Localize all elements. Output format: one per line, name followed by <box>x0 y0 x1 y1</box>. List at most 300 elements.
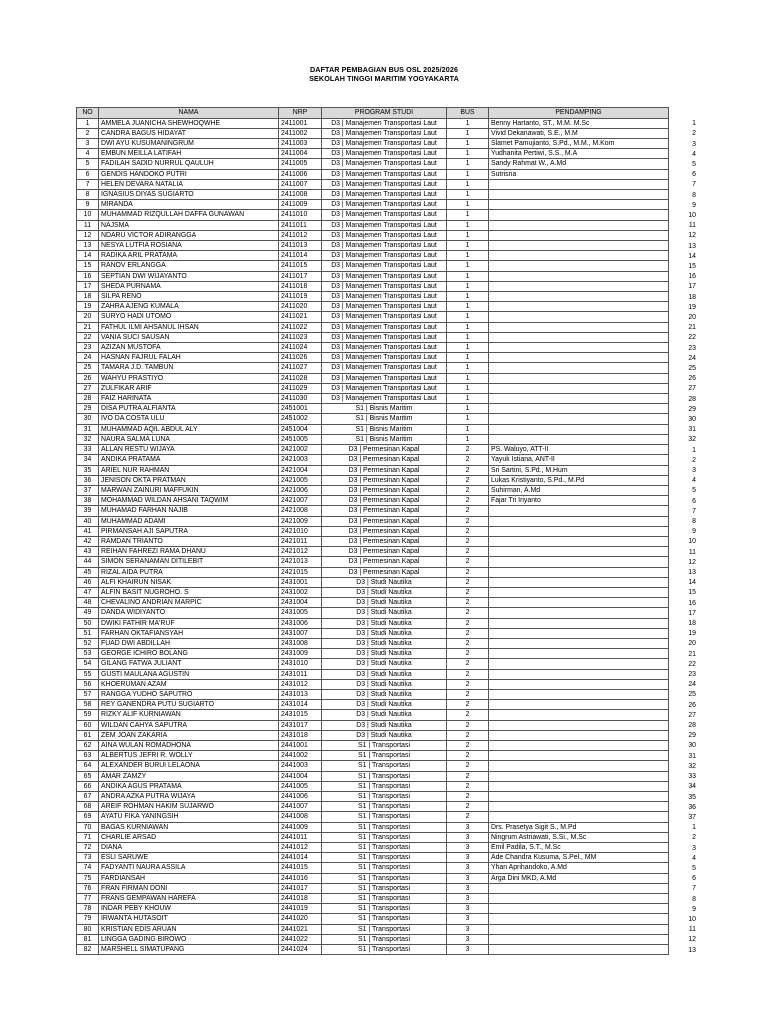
cell-no: 29 <box>77 404 99 414</box>
cell-pendamping: Yhan Aprihandoko, A.Md <box>489 863 669 873</box>
cell-nrp: 2411017 <box>279 271 322 281</box>
cell-nrp: 2411022 <box>279 322 322 332</box>
cell-bus: 1 <box>447 149 489 159</box>
cell-pendamping: Benny Hartanto, ST., M.M. M.Sc <box>489 118 669 128</box>
table-row <box>77 465 669 475</box>
side-sequence-number: 6 <box>692 171 696 179</box>
side-sequence-number: 31 <box>688 426 696 434</box>
table-row <box>77 445 669 455</box>
table-row <box>77 281 669 291</box>
cell-nrp: 2411010 <box>279 210 322 220</box>
cell-pendamping: PS. Waluyo, ATT-II <box>489 445 669 455</box>
cell-pendamping <box>489 628 669 638</box>
cell-no: 19 <box>77 302 99 312</box>
cell-nrp: 2411004 <box>279 149 322 159</box>
cell-program-studi: D3 | Manajemen Transportasi Laut <box>322 312 447 322</box>
cell-no: 7 <box>77 179 99 189</box>
cell-program-studi: S1 | Transportasi <box>322 863 447 873</box>
cell-no: 69 <box>77 812 99 822</box>
table-row <box>77 894 669 904</box>
cell-bus: 2 <box>447 649 489 659</box>
side-sequence-number: 18 <box>688 293 696 301</box>
cell-pendamping <box>489 557 669 567</box>
cell-bus: 1 <box>447 139 489 149</box>
cell-program-studi: S1 | Transportasi <box>322 924 447 934</box>
cell-nrp: 2411021 <box>279 312 322 322</box>
cell-program-studi: D3 | Studi Nautika <box>322 638 447 648</box>
cell-bus: 1 <box>447 394 489 404</box>
cell-nama: ZAHRA AJENG KUMALA <box>99 302 279 312</box>
cell-no: 1 <box>77 118 99 128</box>
cell-nrp: 2421011 <box>279 536 322 546</box>
cell-no: 64 <box>77 761 99 771</box>
cell-pendamping <box>489 241 669 251</box>
table-row <box>77 587 669 597</box>
cell-nama: MUHAMMAD ADAMI <box>99 516 279 526</box>
cell-nrp: 2431004 <box>279 598 322 608</box>
cell-pendamping <box>489 353 669 363</box>
side-sequence-number: 32 <box>688 436 696 444</box>
cell-no: 28 <box>77 394 99 404</box>
cell-bus: 2 <box>447 516 489 526</box>
side-sequence-number: 18 <box>688 620 696 628</box>
cell-no: 70 <box>77 822 99 832</box>
cell-pendamping <box>489 547 669 557</box>
cell-nrp: 2441014 <box>279 853 322 863</box>
cell-no: 49 <box>77 608 99 618</box>
cell-nrp: 2411003 <box>279 139 322 149</box>
cell-no: 23 <box>77 343 99 353</box>
side-sequence-number: 8 <box>692 191 696 199</box>
cell-nama: MUHAMMAD AQIL ABDUL ALY <box>99 424 279 434</box>
cell-program-studi: S1 | Transportasi <box>322 740 447 750</box>
side-sequence-number: 3 <box>692 140 696 148</box>
table-row <box>77 322 669 332</box>
side-sequence-number: 25 <box>688 364 696 372</box>
side-sequence-number: 9 <box>692 201 696 209</box>
cell-no: 9 <box>77 200 99 210</box>
cell-program-studi: S1 | Transportasi <box>322 883 447 893</box>
side-sequence-number: 8 <box>692 518 696 526</box>
cell-bus: 2 <box>447 618 489 628</box>
cell-pendamping <box>489 669 669 679</box>
cell-bus: 2 <box>447 526 489 536</box>
cell-bus: 2 <box>447 700 489 710</box>
cell-pendamping <box>489 434 669 444</box>
table-row <box>77 149 669 159</box>
cell-no: 72 <box>77 843 99 853</box>
cell-nama: NESYA LUTFIA ROSIANA <box>99 241 279 251</box>
cell-nrp: 2421002 <box>279 445 322 455</box>
table-row <box>77 740 669 750</box>
cell-pendamping <box>489 883 669 893</box>
cell-program-studi: S1 | Transportasi <box>322 934 447 944</box>
cell-nama: ANDIKA PRATAMA <box>99 455 279 465</box>
cell-no: 57 <box>77 689 99 699</box>
cell-nama: GILANG FATWA JULIANT <box>99 659 279 669</box>
cell-no: 4 <box>77 149 99 159</box>
cell-nrp: 2441004 <box>279 771 322 781</box>
table-row <box>77 812 669 822</box>
side-sequence-number: 29 <box>688 405 696 413</box>
cell-nrp: 2431002 <box>279 587 322 597</box>
cell-nrp: 2411020 <box>279 302 322 312</box>
table-row <box>77 832 669 842</box>
cell-nama: AREIF ROHMAN HAKIM SUJARWO <box>99 802 279 812</box>
side-sequence-number: 12 <box>688 558 696 566</box>
side-sequence-number: 24 <box>688 681 696 689</box>
side-sequence-number: 32 <box>688 762 696 770</box>
cell-nama: TAMARA J.D. TAMBUN <box>99 363 279 373</box>
cell-program-studi: D3 | Studi Nautika <box>322 669 447 679</box>
cell-program-studi: D3 | Manajemen Transportasi Laut <box>322 302 447 312</box>
cell-pendamping: Sri Sartini, S.Pd., M.Hum <box>489 465 669 475</box>
cell-nrp: 2421003 <box>279 455 322 465</box>
cell-pendamping <box>489 506 669 516</box>
cell-bus: 2 <box>447 445 489 455</box>
cell-nama: ALLAN RESTU WIJAYA <box>99 445 279 455</box>
cell-nama: ANDIKA AGUS PRATAMA <box>99 781 279 791</box>
cell-program-studi: D3 | Studi Nautika <box>322 700 447 710</box>
side-sequence-number: 23 <box>688 671 696 679</box>
cell-pendamping <box>489 934 669 944</box>
cell-pendamping <box>489 689 669 699</box>
cell-nama: REY GANENDRA PUTU SUGIARTO <box>99 700 279 710</box>
cell-program-studi: S1 | Transportasi <box>322 761 447 771</box>
cell-nama: RAMDAN TRIANTO <box>99 536 279 546</box>
cell-pendamping <box>489 394 669 404</box>
side-sequence-number: 25 <box>688 691 696 699</box>
cell-bus: 3 <box>447 883 489 893</box>
cell-nrp: 2441018 <box>279 894 322 904</box>
cell-program-studi: D3 | Manajemen Transportasi Laut <box>322 128 447 138</box>
cell-nrp: 2411001 <box>279 118 322 128</box>
cell-nama: RIZAL AIDA PUTRA <box>99 567 279 577</box>
side-sequence-number: 10 <box>688 915 696 923</box>
cell-program-studi: D3 | Manajemen Transportasi Laut <box>322 220 447 230</box>
cell-pendamping <box>489 230 669 240</box>
table-row <box>77 618 669 628</box>
cell-nrp: 2411012 <box>279 230 322 240</box>
cell-program-studi: D3 | Manajemen Transportasi Laut <box>322 200 447 210</box>
cell-program-studi: S1 | Transportasi <box>322 792 447 802</box>
cell-no: 48 <box>77 598 99 608</box>
cell-no: 3 <box>77 139 99 149</box>
side-sequence-number: 21 <box>688 650 696 658</box>
cell-nama: NAJSMA <box>99 220 279 230</box>
table-row <box>77 638 669 648</box>
cell-pendamping <box>489 924 669 934</box>
table-row <box>77 526 669 536</box>
side-sequence-number: 10 <box>688 211 696 219</box>
cell-nrp: 2411018 <box>279 281 322 291</box>
cell-pendamping <box>489 343 669 353</box>
cell-nrp: 2431017 <box>279 720 322 730</box>
cell-pendamping <box>489 751 669 761</box>
table-row <box>77 945 669 955</box>
cell-no: 16 <box>77 271 99 281</box>
cell-nrp: 2411023 <box>279 332 322 342</box>
table-row <box>77 567 669 577</box>
cell-nrp: 2411009 <box>279 200 322 210</box>
cell-nrp: 2431009 <box>279 649 322 659</box>
cell-pendamping <box>489 567 669 577</box>
cell-bus: 1 <box>447 312 489 322</box>
cell-program-studi: D3 | Permesinan Kapal <box>322 516 447 526</box>
cell-program-studi: D3 | Manajemen Transportasi Laut <box>322 271 447 281</box>
cell-bus: 3 <box>447 945 489 955</box>
cell-no: 66 <box>77 781 99 791</box>
cell-nrp: 2411013 <box>279 241 322 251</box>
cell-bus: 2 <box>447 689 489 699</box>
cell-pendamping <box>489 190 669 200</box>
side-sequence-number: 4 <box>692 477 696 485</box>
cell-pendamping <box>489 730 669 740</box>
side-sequence-number: 13 <box>688 946 696 954</box>
header-nama: NAMA <box>99 108 279 119</box>
cell-nama: MIRANDA <box>99 200 279 210</box>
bus-allocation-table <box>76 107 669 955</box>
cell-nama: JENISON OKTA PRATMAN <box>99 475 279 485</box>
cell-program-studi: D3 | Permesinan Kapal <box>322 506 447 516</box>
cell-pendamping: Emil Padila, S.T., M.Sc <box>489 843 669 853</box>
cell-nrp: 2421008 <box>279 506 322 516</box>
cell-bus: 2 <box>447 475 489 485</box>
cell-program-studi: D3 | Permesinan Kapal <box>322 526 447 536</box>
cell-bus: 2 <box>447 792 489 802</box>
cell-bus: 3 <box>447 853 489 863</box>
cell-bus: 1 <box>447 179 489 189</box>
cell-no: 71 <box>77 832 99 842</box>
cell-pendamping <box>489 761 669 771</box>
cell-bus: 1 <box>447 383 489 393</box>
header-nrp: NRP <box>279 108 322 119</box>
side-sequence-number: 31 <box>688 752 696 760</box>
cell-bus: 1 <box>447 169 489 179</box>
cell-nama: MOHAMMAD WILDAN AHSANI TAQWIM <box>99 496 279 506</box>
cell-bus: 1 <box>447 434 489 444</box>
cell-program-studi: D3 | Studi Nautika <box>322 618 447 628</box>
cell-nrp: 2411029 <box>279 383 322 393</box>
table-row <box>77 455 669 465</box>
cell-program-studi: D3 | Permesinan Kapal <box>322 455 447 465</box>
cell-no: 33 <box>77 445 99 455</box>
cell-program-studi: D3 | Manajemen Transportasi Laut <box>322 169 447 179</box>
cell-pendamping: Arga Dini MKD, A.Md <box>489 873 669 883</box>
cell-pendamping <box>489 812 669 822</box>
cell-no: 73 <box>77 853 99 863</box>
cell-nama: HASNAN FAJRUL FALAH <box>99 353 279 363</box>
side-sequence-number: 17 <box>688 283 696 291</box>
cell-nama: RANGGA YUDHO SAPUTRO <box>99 689 279 699</box>
cell-no: 6 <box>77 169 99 179</box>
cell-nrp: 2431018 <box>279 730 322 740</box>
cell-pendamping: Sandy Rahmat W., A.Md <box>489 159 669 169</box>
cell-no: 18 <box>77 292 99 302</box>
cell-no: 77 <box>77 894 99 904</box>
side-sequence-number: 1 <box>692 446 696 454</box>
cell-nama: PIRMANSAH AJI SAPUTRA <box>99 526 279 536</box>
cell-nama: SHEDA PURNAMA <box>99 281 279 291</box>
cell-no: 25 <box>77 363 99 373</box>
cell-pendamping <box>489 536 669 546</box>
cell-nama: ESLI SARUWE <box>99 853 279 863</box>
cell-nama: ZEM JOAN ZAKARIA <box>99 730 279 740</box>
cell-no: 61 <box>77 730 99 740</box>
side-sequence-number: 35 <box>688 793 696 801</box>
side-sequence-number: 6 <box>692 875 696 883</box>
side-sequence-number: 9 <box>692 905 696 913</box>
cell-nrp: 2441001 <box>279 740 322 750</box>
cell-pendamping <box>489 179 669 189</box>
document-subtitle: SEKOLAH TINGGI MARITIM YOGYAKARTA <box>309 74 459 83</box>
cell-nrp: 2431015 <box>279 710 322 720</box>
cell-nama: FAIZ HARINATA <box>99 394 279 404</box>
table-row <box>77 404 669 414</box>
side-sequence-number: 3 <box>692 844 696 852</box>
side-sequence-number: 7 <box>692 181 696 189</box>
cell-bus: 2 <box>447 485 489 495</box>
cell-no: 41 <box>77 526 99 536</box>
cell-nrp: 2441021 <box>279 924 322 934</box>
cell-no: 37 <box>77 485 99 495</box>
cell-nama: RANOV ERLANGGA <box>99 261 279 271</box>
cell-no: 34 <box>77 455 99 465</box>
table-row <box>77 914 669 924</box>
table-row <box>77 873 669 883</box>
cell-pendamping <box>489 792 669 802</box>
side-sequence-number: 13 <box>688 569 696 577</box>
cell-nrp: 2421013 <box>279 557 322 567</box>
table-row <box>77 220 669 230</box>
cell-pendamping <box>489 587 669 597</box>
cell-nrp: 2441006 <box>279 792 322 802</box>
cell-nrp: 2411008 <box>279 190 322 200</box>
cell-nama: RIZKY ALIF KURNIAWAN <box>99 710 279 720</box>
cell-nama: VANIA SUCI SAUSAN <box>99 332 279 342</box>
cell-nama: ARIEL NUR RAHMAN <box>99 465 279 475</box>
cell-bus: 1 <box>447 281 489 291</box>
cell-program-studi: D3 | Manajemen Transportasi Laut <box>322 343 447 353</box>
cell-bus: 1 <box>447 414 489 424</box>
cell-pendamping <box>489 383 669 393</box>
cell-no: 35 <box>77 465 99 475</box>
cell-program-studi: D3 | Manajemen Transportasi Laut <box>322 363 447 373</box>
cell-nama: MUHAMMAD RIZQULLAH DAFFA GUNAWAN <box>99 210 279 220</box>
cell-pendamping: Sutrisna <box>489 169 669 179</box>
side-sequence-number: 5 <box>692 864 696 872</box>
cell-no: 50 <box>77 618 99 628</box>
cell-program-studi: D3 | Permesinan Kapal <box>322 547 447 557</box>
cell-bus: 1 <box>447 241 489 251</box>
cell-program-studi: D3 | Manajemen Transportasi Laut <box>322 332 447 342</box>
cell-nama: WAHYU PRASTIYO <box>99 373 279 383</box>
cell-no: 15 <box>77 261 99 271</box>
side-sequence-number: 9 <box>692 528 696 536</box>
side-sequence-number: 12 <box>688 936 696 944</box>
table-row <box>77 332 669 342</box>
side-sequence-number: 29 <box>688 732 696 740</box>
cell-pendamping <box>489 598 669 608</box>
cell-pendamping <box>489 608 669 618</box>
cell-no: 52 <box>77 638 99 648</box>
cell-no: 14 <box>77 251 99 261</box>
cell-nama: ANDRA AZKA PUTRA WIJAYA <box>99 792 279 802</box>
cell-program-studi: D3 | Manajemen Transportasi Laut <box>322 251 447 261</box>
cell-program-studi: D3 | Permesinan Kapal <box>322 485 447 495</box>
cell-pendamping <box>489 210 669 220</box>
cell-no: 27 <box>77 383 99 393</box>
cell-no: 60 <box>77 720 99 730</box>
cell-program-studi: D3 | Manajemen Transportasi Laut <box>322 118 447 128</box>
cell-bus: 1 <box>447 404 489 414</box>
cell-nama: CHARLIE ARSAD <box>99 832 279 842</box>
side-sequence-number: 14 <box>688 252 696 260</box>
table-row <box>77 414 669 424</box>
side-sequence-number: 1 <box>692 824 696 832</box>
cell-no: 12 <box>77 230 99 240</box>
side-sequence-number: 27 <box>688 385 696 393</box>
cell-no: 74 <box>77 863 99 873</box>
cell-no: 38 <box>77 496 99 506</box>
cell-program-studi: S1 | Transportasi <box>322 914 447 924</box>
cell-bus: 1 <box>447 424 489 434</box>
cell-pendamping <box>489 659 669 669</box>
side-sequence-number: 20 <box>688 313 696 321</box>
cell-nrp: 2441016 <box>279 873 322 883</box>
cell-nrp: 2431011 <box>279 669 322 679</box>
cell-bus: 1 <box>447 200 489 210</box>
cell-no: 46 <box>77 577 99 587</box>
cell-nrp: 2441008 <box>279 812 322 822</box>
side-sequence-number: 15 <box>688 262 696 270</box>
cell-bus: 3 <box>447 863 489 873</box>
cell-pendamping <box>489 638 669 648</box>
cell-bus: 2 <box>447 771 489 781</box>
cell-bus: 2 <box>447 761 489 771</box>
table-row <box>77 190 669 200</box>
cell-pendamping <box>489 740 669 750</box>
side-sequence-number: 20 <box>688 640 696 648</box>
cell-pendamping <box>489 710 669 720</box>
side-sequence-number: 6 <box>692 497 696 505</box>
cell-pendamping <box>489 251 669 261</box>
cell-bus: 2 <box>447 628 489 638</box>
table-row <box>77 577 669 587</box>
cell-program-studi: S1 | Transportasi <box>322 894 447 904</box>
cell-nrp: 2411015 <box>279 261 322 271</box>
cell-nrp: 2411030 <box>279 394 322 404</box>
table-row <box>77 730 669 740</box>
cell-nrp: 2421009 <box>279 516 322 526</box>
cell-nama: AMAR ZAMZY <box>99 771 279 781</box>
cell-nrp: 2421004 <box>279 465 322 475</box>
cell-bus: 2 <box>447 496 489 506</box>
table-row <box>77 312 669 322</box>
cell-pendamping <box>489 414 669 424</box>
side-sequence-number: 22 <box>688 334 696 342</box>
cell-no: 24 <box>77 353 99 363</box>
cell-program-studi: D3 | Permesinan Kapal <box>322 536 447 546</box>
cell-pendamping <box>489 720 669 730</box>
cell-nama: LINGGA GADING BIROWO <box>99 934 279 944</box>
cell-program-studi: S1 | Bisnis Maritim <box>322 434 447 444</box>
cell-nama: FARHAN OKTAFIANSYAH <box>99 628 279 638</box>
cell-nama: IRWANTA HUTASOIT <box>99 914 279 924</box>
cell-bus: 2 <box>447 638 489 648</box>
table-row <box>77 536 669 546</box>
table-row <box>77 261 669 271</box>
